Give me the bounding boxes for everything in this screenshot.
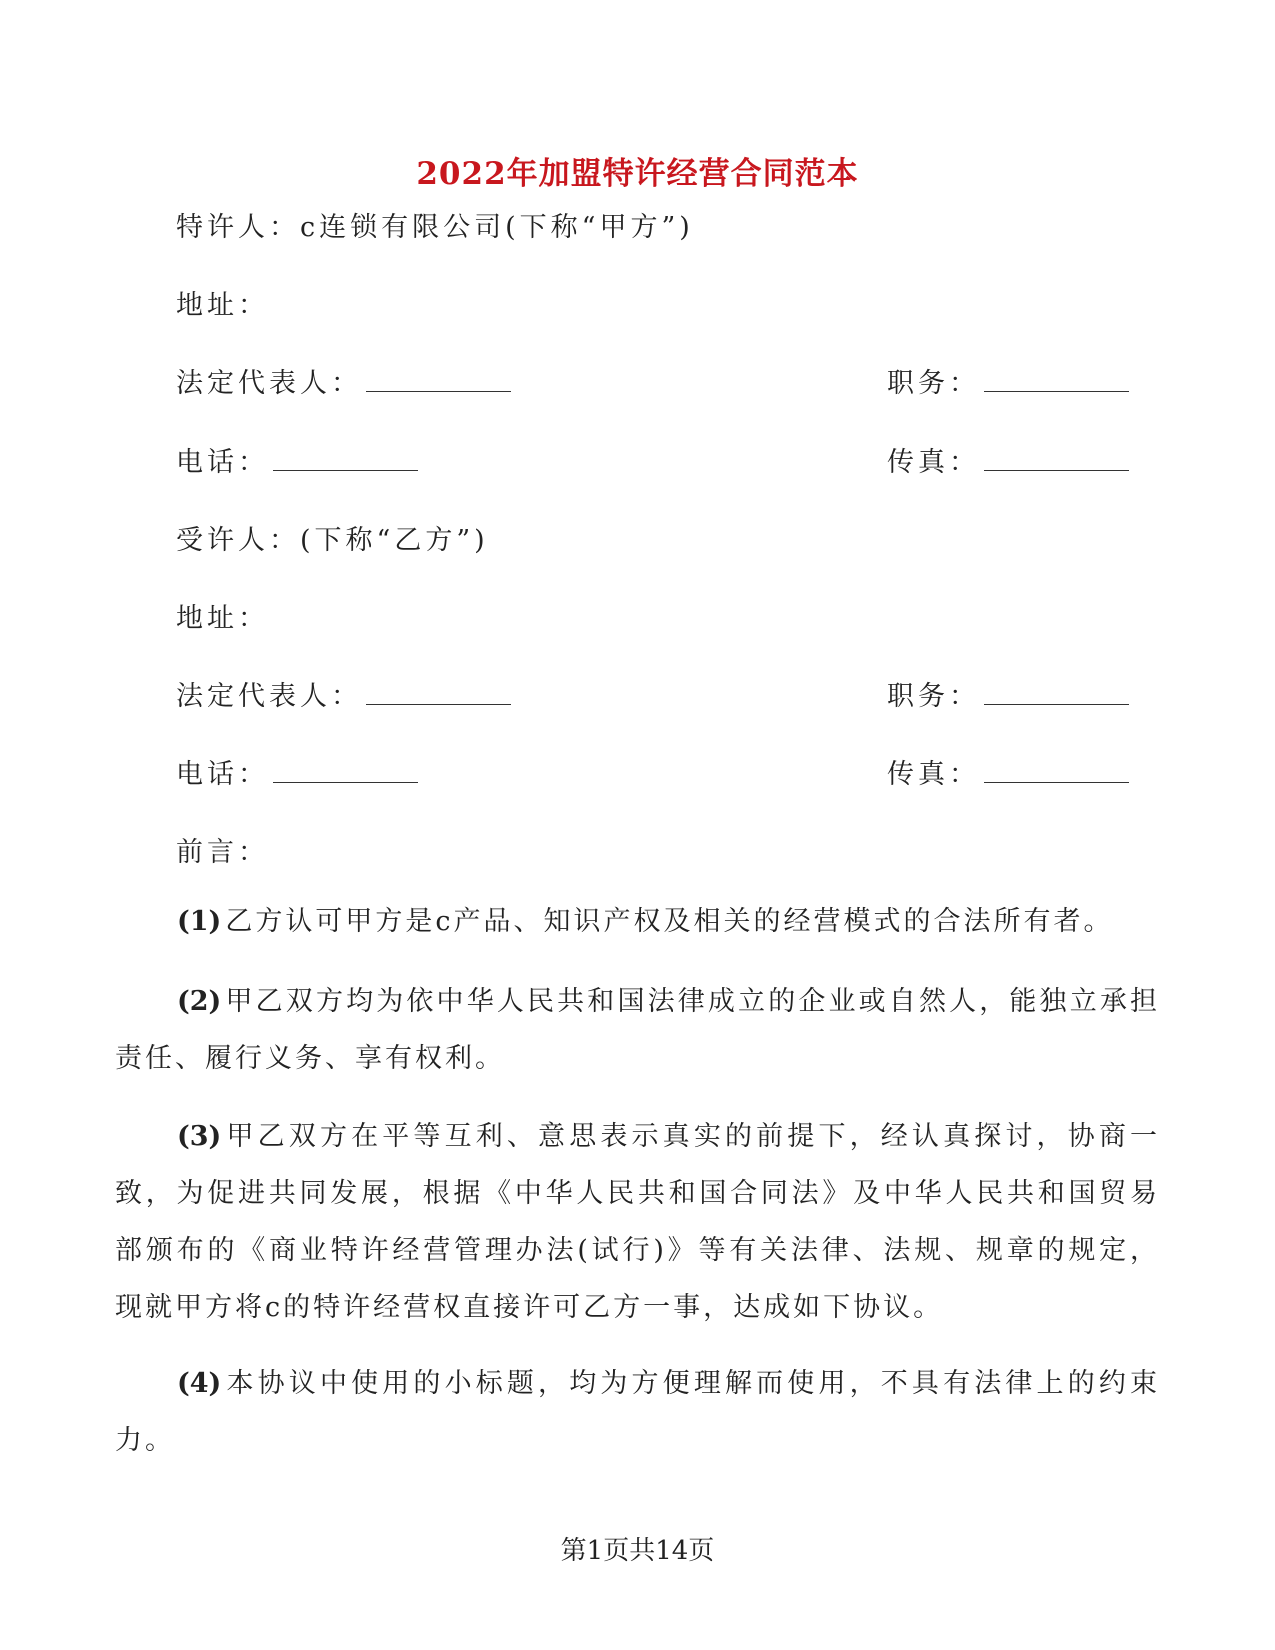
- clause-2: [115, 973, 1160, 1087]
- party-a-address: 地址：: [176, 290, 269, 321]
- party-b-fax: [887, 752, 1129, 791]
- party-a-position-label: 职务：: [887, 368, 980, 399]
- clause-number: (3): [177, 1121, 222, 1152]
- party-b-fax-blank: [984, 781, 1129, 783]
- party-a-position: [887, 361, 1129, 400]
- clause-text: 本协议中使用的小标题，均为方便理解而使用，不具有法律上的约束力。: [115, 1368, 1160, 1456]
- party-a-fax-blank: [984, 469, 1129, 471]
- preface-label: 前言：: [176, 837, 269, 868]
- clause-text: 甲乙双方在平等互利、意思表示真实的前提下，经认真探讨，协商一致，为促进共同发展，根据《中华人民共和国合同法》及中华人民共和国贸易部颁布的《商业特许经营管理办法(试行)》等有关法律、法规、规章的规定，现就甲方将c的特许经营权直接许可乙方一事，达成如下协议。: [115, 1121, 1160, 1323]
- party-b-phone-blank: [273, 781, 418, 783]
- clause-text: 乙方认可甲方是c产品、知识产权及相关的经营模式的合法所有者。: [225, 906, 1114, 937]
- licensor-line: 特许人：c连锁有限公司(下称“甲方”): [176, 212, 694, 243]
- party-b-phone: [176, 752, 418, 791]
- document-title: 2022年加盟特许经营合同范本: [416, 156, 859, 192]
- party-a-legal-rep-label: 法定代表人：: [176, 368, 362, 399]
- party-a-legal-rep-blank: [366, 390, 511, 392]
- party-b-address: 地址：: [176, 603, 269, 634]
- party-a-phone-blank: [273, 469, 418, 471]
- clause-text: 甲乙双方均为依中华人民共和国法律成立的企业或自然人，能独立承担责任、履行义务、享有权利。: [115, 986, 1160, 1074]
- party-b-phone-label: 电话：: [176, 759, 269, 790]
- party-a-position-blank: [984, 390, 1129, 392]
- party-b-legal-rep-label: 法定代表人：: [176, 681, 362, 712]
- clause-4: [115, 1355, 1160, 1469]
- party-b-legal-rep: [176, 674, 511, 713]
- clause-number: (1): [177, 906, 222, 937]
- party-a-fax-label: 传真：: [887, 447, 980, 478]
- clause-number: (4): [177, 1368, 222, 1399]
- party-a-fax: [887, 440, 1129, 479]
- party-a-legal-rep: [176, 361, 511, 400]
- clause-3: [115, 1108, 1160, 1336]
- party-b-position: [887, 674, 1129, 713]
- clause-number: (2): [177, 986, 222, 1017]
- party-a-phone: [176, 440, 418, 479]
- party-b-position-label: 职务：: [887, 681, 980, 712]
- party-b-fax-label: 传真：: [887, 759, 980, 790]
- clause-1: [115, 893, 1160, 950]
- party-b-legal-rep-blank: [366, 703, 511, 705]
- party-a-phone-label: 电话：: [176, 447, 269, 478]
- party-b-position-blank: [984, 703, 1129, 705]
- page-footer: 第1页共14页: [560, 1536, 715, 1566]
- licensee-line: 受许人：(下称“乙方”): [176, 525, 489, 556]
